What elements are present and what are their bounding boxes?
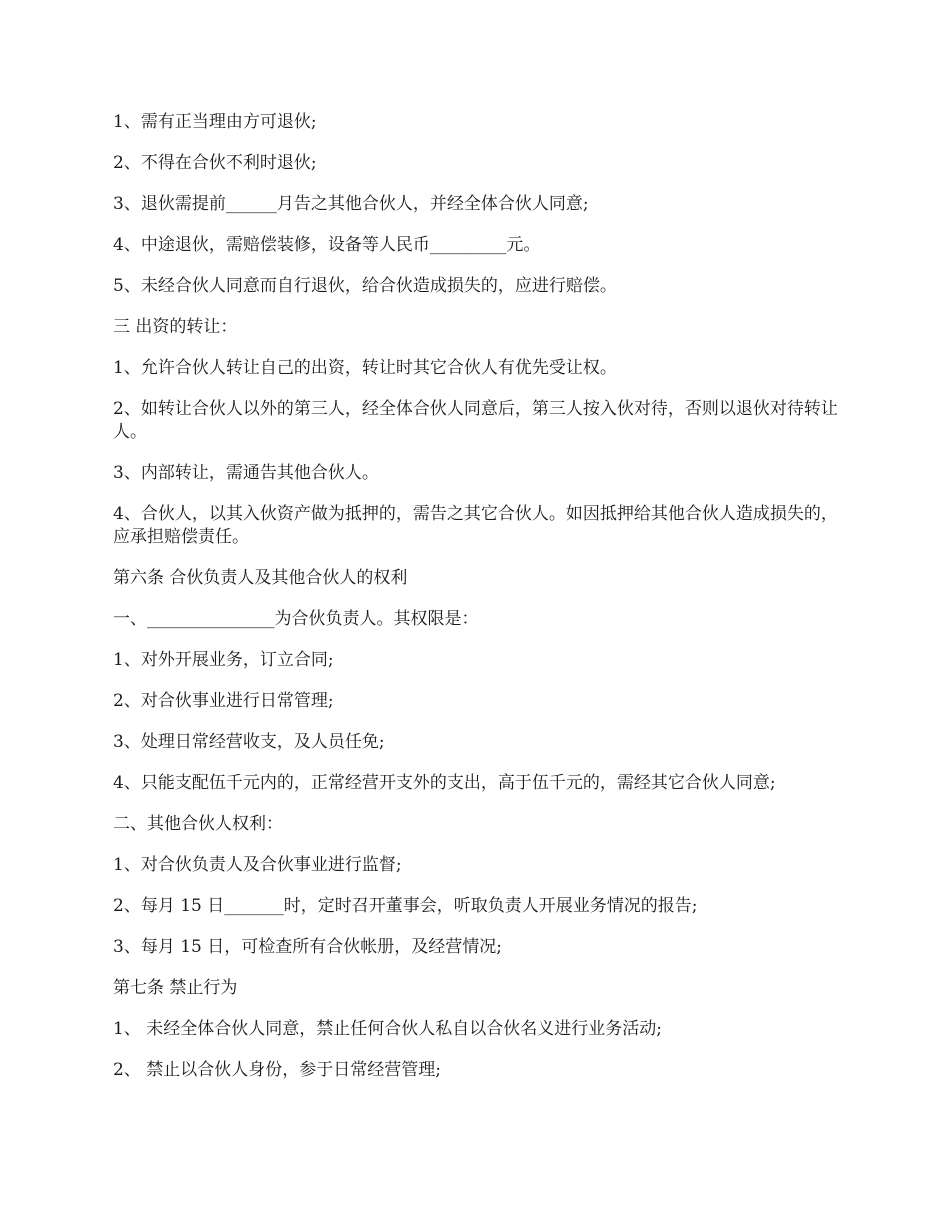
withdrawal-rule-3: 3、退伙需提前______月告之其他合伙人，并经全体合伙人同意; [113, 194, 589, 214]
manager-appointment: 一、_______________为合伙负责人。其权限是： [113, 609, 479, 629]
transfer-rule-2: 2、如转让合伙人以外的第三人，经全体合伙人同意后，第三人按入伙对待，否则以退伙对待转让人。 [113, 399, 838, 442]
manager-right-1: 1、对外开展业务，订立合同; [113, 650, 334, 670]
withdrawal-rule-5: 5、未经合伙人同意而自行退伙，给合伙造成损失的，应进行赔偿。 [113, 276, 617, 296]
other-partners-heading: 二、其他合伙人权利： [113, 814, 283, 834]
partner-right-3: 3、每月 15 日，可检查所有合伙帐册，及经营情况; [113, 937, 502, 957]
section-heading-capital-transfer: 三 出资的转让： [113, 317, 238, 337]
partner-right-2: 2、每月 15 日_______时，定时召开董事会，听取负责人开展业务情况的报告; [113, 896, 698, 916]
transfer-rule-3: 3、内部转让，需通告其他合伙人。 [113, 463, 379, 483]
article-7-heading: 第七条 禁止行为 [113, 978, 238, 998]
withdrawal-rule-1: 1、需有正当理由方可退伙; [113, 112, 317, 132]
manager-right-3: 3、处理日常经营收支，及人员任免; [113, 732, 385, 752]
withdrawal-rule-2: 2、不得在合伙不利时退伙; [113, 153, 317, 173]
document-body [113, 111, 840, 1100]
transfer-rule-1: 1、允许合伙人转让自己的出资，转让时其它合伙人有优先受让权。 [113, 358, 617, 378]
withdrawal-rule-4: 4、中途退伙，需赔偿装修，设备等人民币_________元。 [113, 235, 541, 255]
prohibition-1: 1、 未经全体合伙人同意，禁止任何合伙人私自以合伙名义进行业务活动; [113, 1019, 662, 1039]
manager-right-2: 2、对合伙事业进行日常管理; [113, 691, 334, 711]
article-6-heading: 第六条 合伙负责人及其他合伙人的权利 [113, 568, 408, 588]
manager-right-4: 4、只能支配伍千元内的，正常经营开支外的支出，高于伍千元的，需经其它合伙人同意; [113, 773, 776, 793]
partner-right-1: 1、对合伙负责人及合伙事业进行监督; [113, 855, 402, 875]
transfer-rule-4: 4、合伙人，以其入伙资产做为抵押的，需告之其它合伙人。如因抵押给其他合伙人造成损失的，应承担赔偿责任。 [113, 504, 838, 547]
prohibition-2: 2、 禁止以合伙人身份，参于日常经营管理; [113, 1060, 441, 1080]
